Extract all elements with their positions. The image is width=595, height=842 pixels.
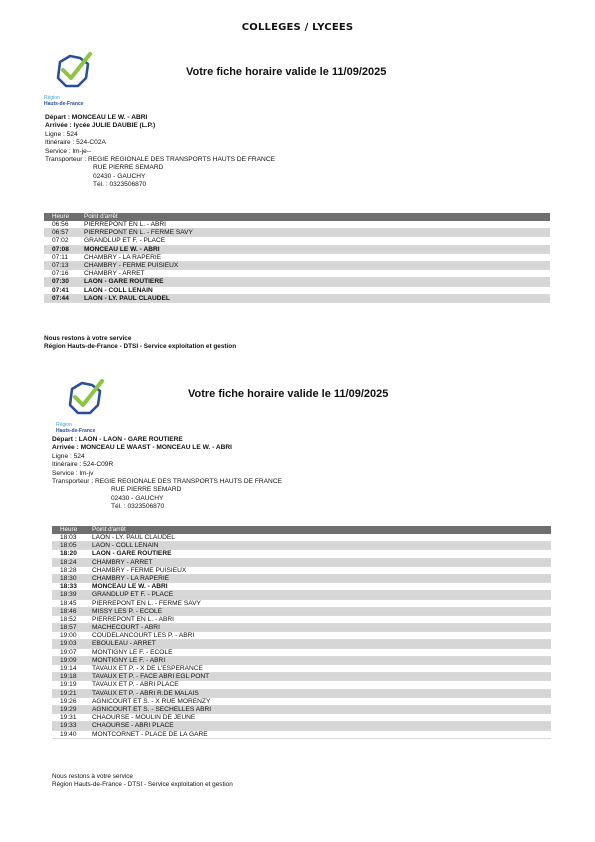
stop-cell: LAON - GARE ROUTIERE	[84, 278, 164, 286]
stop-cell: CHAMBRY - LA RAPERIE	[92, 574, 170, 582]
col-heure-header: Heure	[52, 213, 70, 220]
stop-cell: CHAMBRY - FERME PUISIEUX	[84, 261, 179, 269]
logo-text	[56, 422, 95, 434]
time-cell: 18:20	[60, 550, 77, 558]
logo-text-line: Région	[44, 95, 60, 101]
table-row	[44, 287, 550, 295]
footer-region-text: Région Hauts-de-France - DTSI - Service exploitation et gestion	[44, 343, 237, 351]
time-cell: 18:45	[60, 599, 77, 607]
col-arret-header: Point d'arrêt	[84, 213, 118, 220]
region-map-icon	[50, 48, 96, 94]
table-row	[44, 237, 550, 245]
stop-cell: CHAMBRY - ARRET	[84, 270, 145, 278]
stop-cell: LAON - COLL LENAIN	[84, 286, 153, 294]
footer	[44, 335, 236, 351]
time-cell: 19:07	[60, 648, 77, 656]
table-row	[52, 632, 551, 640]
route-info	[45, 114, 275, 190]
page-header: COLLEGES / LYCEES	[241, 22, 354, 33]
table-row	[52, 665, 551, 673]
table-row	[52, 681, 551, 689]
table-header	[44, 213, 550, 221]
table-row	[52, 600, 551, 608]
time-cell: 19:18	[60, 673, 77, 681]
itineraire-text: Itinéraire : 524-C02A	[45, 139, 106, 147]
arrivee-text: Arrivée : lycée JULIE DAUBIE (L.P.)	[45, 122, 156, 130]
stop-cell: PIERREPONT EN L. - ABRI	[84, 221, 166, 228]
table-row	[52, 657, 551, 665]
table-row	[44, 270, 550, 278]
table-row	[52, 640, 551, 648]
stop-cell: COUDELANCOURT LES P. - ABRI	[92, 632, 195, 640]
stop-cell: MONTIGNY LE F. - ABRI	[92, 656, 166, 664]
stop-cell: EBOULEAU - ARRET	[92, 640, 156, 648]
time-cell: 07:02	[52, 237, 69, 245]
stop-cell: PIERREPONT EN L. - FERME SAVY	[84, 229, 193, 237]
footer-service-text: Nous restons à votre service	[44, 335, 132, 342]
table-row	[52, 624, 551, 632]
logo-text-line: Région	[56, 422, 72, 428]
stop-cell: PIERREPONT EN L. - ABRI	[92, 615, 174, 623]
table-row	[44, 278, 550, 286]
table-row	[44, 246, 550, 254]
table-row	[52, 616, 551, 624]
time-cell: 18:33	[60, 583, 77, 591]
service-text: Service : lm-jv	[52, 469, 94, 477]
stop-cell: MONCEAU LE W. - ABRI	[84, 245, 160, 253]
depart-text: Départ : LAON - LAON - GARE ROUTIERE	[52, 436, 183, 443]
schedule-table	[44, 213, 550, 303]
time-cell: 18:03	[60, 534, 77, 541]
time-cell: 19:19	[60, 681, 77, 689]
stop-cell: CHAMBRY - LA RAPERIE	[84, 253, 162, 261]
time-cell: 19:29	[60, 705, 77, 713]
table-row	[52, 649, 551, 657]
table-row	[52, 567, 551, 575]
table-row	[52, 690, 551, 698]
table-row	[52, 575, 551, 583]
stop-cell: MONTIGNY LE F. - ECOLE	[92, 648, 173, 656]
time-cell: 18:24	[60, 558, 77, 566]
table-row	[52, 550, 551, 558]
time-cell: 06:56	[52, 221, 69, 228]
page-title: Votre fiche horaire valide le 11/09/2025	[186, 66, 387, 78]
table-row	[44, 221, 550, 229]
time-cell: 07:13	[52, 261, 69, 269]
footer-region-text: Région Hauts-de-France - DTSI - Service exploitation et gestion	[52, 781, 233, 789]
table-row	[52, 542, 551, 550]
table-header	[52, 526, 551, 534]
ligne-text: Ligne : 524	[45, 130, 78, 138]
route-info	[52, 436, 282, 512]
stop-cell: MISSY LES P. - ECOLE	[92, 607, 163, 615]
time-cell: 19:00	[60, 632, 77, 640]
region-logo	[44, 48, 102, 108]
time-cell: 19:21	[60, 689, 77, 697]
stop-cell: TAVAUX ET P. - ABRI R.DE MALAIS	[92, 689, 199, 697]
logo-text	[44, 95, 83, 107]
table-row	[52, 698, 551, 706]
table-row	[44, 262, 550, 270]
time-cell: 18:28	[60, 566, 77, 574]
table-row	[52, 714, 551, 722]
table-row	[52, 608, 551, 616]
transporteur-text: Transporteur : REGIE REGIONALE DES TRANSPORTS HAUTS DE FRANCE	[45, 156, 275, 164]
stop-cell: CHAOURSE - MOULIN DE JEUNE	[92, 714, 196, 722]
table-row	[52, 722, 551, 730]
stop-cell: LAON - COLL LENAIN	[92, 542, 159, 550]
time-cell: 19:33	[60, 722, 77, 730]
stop-cell: AGNICOURT ET S. - SECHELLES ABRI	[92, 705, 212, 713]
table-row	[52, 559, 551, 567]
table-row	[44, 295, 550, 303]
stop-cell: PIERREPONT EN L. - FERME SAVY	[92, 599, 201, 607]
stop-cell: TAVAUX ET P. - X DE L'ESPERANCE	[92, 665, 203, 672]
logo-text-line: Hauts-de-France	[44, 101, 84, 107]
time-cell: 19:31	[60, 714, 77, 722]
time-cell: 18:57	[60, 624, 77, 632]
table-row	[44, 254, 550, 262]
time-cell: 07:08	[52, 245, 69, 253]
page-title: Votre fiche horaire valide le 11/09/2025	[188, 388, 389, 400]
table-row	[44, 229, 550, 237]
time-cell: 07:16	[52, 270, 69, 278]
stop-cell: CHAMBRY - FERME PUISIEUX	[92, 566, 187, 574]
time-cell: 07:30	[52, 278, 69, 286]
address-line-2: 02430 - GAUCHY	[93, 172, 146, 180]
stop-cell: TAVAUX ET P. - FACE ABRI EGL PONT	[92, 673, 210, 681]
service-text: Service : lm-je--	[45, 147, 92, 155]
stop-cell: CHAOURSE - ABRI PLACE	[92, 722, 174, 730]
stop-cell: TAVAUX ET P. - ABRI PLACE	[92, 681, 179, 689]
phone-text: Tél. : 0323506870	[93, 181, 147, 189]
footer-service-text: Nous restons à votre service	[52, 773, 133, 780]
time-cell: 19:09	[60, 656, 77, 664]
stop-cell: AGNICOURT ET S. - X RUE MORENZY	[92, 697, 211, 705]
logo-text-line: Hauts-de-France	[56, 428, 96, 434]
time-cell: 07:41	[52, 286, 69, 294]
time-cell: 06:57	[52, 229, 69, 237]
table-row	[52, 673, 551, 681]
table-row	[52, 583, 551, 591]
stop-cell: LAON - LY. PAUL CLAUDEL	[84, 294, 170, 302]
time-cell: 19:14	[60, 665, 77, 672]
time-cell: 18:39	[60, 591, 77, 599]
region-map-icon	[62, 375, 108, 421]
address-line-1: RUE PIERRE SEMARD	[93, 164, 164, 172]
itineraire-text: Itinéraire : 524-C09R	[52, 461, 114, 469]
stop-cell: CHAMBRY - ARRET	[92, 558, 153, 566]
schedule-table	[52, 526, 551, 739]
table-row	[52, 534, 551, 542]
time-cell: 07:11	[52, 253, 69, 261]
col-heure-header: Heure	[60, 526, 78, 533]
table-row	[52, 591, 551, 599]
time-cell: 19:03	[60, 640, 77, 648]
table-row	[52, 731, 551, 739]
phone-text: Tél. : 0323506870	[111, 503, 165, 511]
table-row	[52, 706, 551, 714]
stop-cell: GRANDLUP ET F. - PLACE	[84, 237, 166, 245]
stop-cell: LAON - GARE ROUTIERE	[92, 550, 172, 558]
stop-cell: MONTCORNET - PLACE DE LA GARE	[92, 730, 208, 738]
address-line-2: 02430 - GAUCHY	[111, 494, 164, 502]
time-cell: 19:40	[60, 730, 77, 738]
stop-cell: GRANDLUP ET F. - PLACE	[92, 591, 174, 599]
arrivee-text: Arrivée : MONCEAU LE WAAST - MONCEAU LE W. - ABRI	[52, 444, 232, 452]
stop-cell: MACHECOURT - ABRI	[92, 624, 160, 632]
time-cell: 07:44	[52, 294, 69, 302]
depart-text: Départ : MONCEAU LE W. - ABRI	[45, 114, 148, 121]
region-logo	[56, 375, 114, 435]
time-cell: 18:46	[60, 607, 77, 615]
stop-cell: MONCEAU LE W. - ABRI	[92, 583, 168, 591]
ligne-text: Ligne : 524	[52, 452, 85, 460]
time-cell: 18:05	[60, 542, 77, 550]
address-line-1: RUE PIERRE SEMARD	[111, 486, 182, 494]
transporteur-text: Transporteur : REGIE REGIONALE DES TRANSPORTS HAUTS DE FRANCE	[52, 478, 282, 486]
time-cell: 18:30	[60, 574, 77, 582]
time-cell: 19:26	[60, 697, 77, 705]
col-arret-header: Point d'arrêt	[92, 526, 126, 533]
time-cell: 18:52	[60, 615, 77, 623]
footer	[52, 773, 233, 789]
stop-cell: LAON - LY. PAUL CLAUDEL	[92, 534, 175, 541]
